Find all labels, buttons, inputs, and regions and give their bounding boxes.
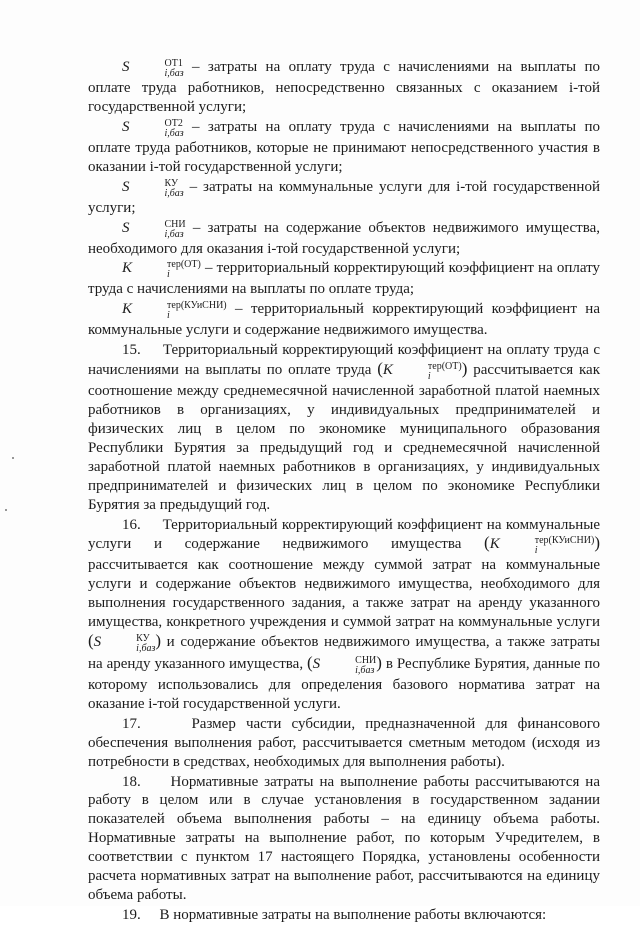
symbol-base: S — [122, 219, 130, 236]
symbol-subscript: i — [534, 545, 538, 557]
paragraph-text: рассчитывается как соотношение между среднемесячной начисленной заработной платой наемных работников в организациях, у индивидуальных предпринимателей и физических лиц в целом по экономике муниципального образования Республики Бурятия за предыдущий год и среднемесячной начисленной заработной платой наемных работников в организациях, у индивидуальных предпринимателей и физических лиц в целом по экономике Республики Бурятия за предыдущий год. — [88, 362, 600, 513]
formula-symbol — [122, 177, 184, 199]
symbol-subscript: i,баз — [164, 68, 184, 79]
definition-text: – затраты на содержание объектов недвижимого имущества, необходимого для оказания i-той государственной услуги; — [88, 219, 600, 257]
symbol-superscript: тер(КУиСНИ) — [534, 535, 595, 547]
paren-close: ) — [376, 653, 382, 673]
definition-k-kusni — [88, 300, 600, 340]
scan-speck — [5, 509, 7, 511]
symbol-indices — [131, 179, 184, 199]
symbol-base: K — [122, 260, 133, 277]
formula-symbol — [122, 218, 186, 240]
symbol-base: S — [122, 59, 130, 75]
definition-text: – территориальный корректирующий коэффициент на оплату труда с начислениями на выплаты по оплате труда; — [88, 260, 600, 298]
definition-s-ot2 — [88, 118, 600, 177]
symbol-indices — [131, 59, 184, 79]
paren-open: ( — [88, 631, 94, 651]
paragraph-19: 19. В нормативные затраты на выполнение работы включаются: — [122, 906, 547, 923]
definition-text: – затраты на оплату труда с начислениями на выплаты по оплате труда работников, непосредственно связанных с оказанием i-той государственной услуги; — [88, 59, 600, 115]
symbol-superscript: ОТ1 — [164, 58, 183, 69]
paren-open: ( — [484, 533, 490, 553]
symbol-superscript: СНИ — [355, 655, 377, 667]
symbol-indices — [501, 536, 595, 556]
symbol-superscript: КУ — [136, 633, 150, 645]
symbol-base: K — [489, 536, 500, 553]
paragraph-15 — [88, 341, 600, 514]
paren-close: ) — [155, 631, 162, 651]
paragraph-16 — [88, 516, 600, 714]
symbol-indices — [131, 119, 184, 139]
symbol-superscript: тер(КУиСНИ) — [167, 300, 227, 312]
paragraph-text: в Республике Бурятия, данные по которому использовались для определения базового норматива затрат на оказание i-той государственной услуги. — [88, 656, 600, 712]
paragraph-text: 15. Территориальный корректирующий коэффициент на оплату труда с начислениями на выплаты по оплате труда — [88, 342, 600, 379]
symbol-indices — [394, 362, 462, 382]
formula-k-ot-inline — [377, 359, 468, 383]
definition-text: – территориальный корректирующий коэффициент на коммунальные услуги и содержание недвижимого имущества. — [88, 301, 600, 339]
symbol-subscript: i — [167, 269, 170, 281]
symbol-superscript: ОТ2 — [164, 117, 183, 129]
symbol-base: K — [382, 362, 393, 379]
symbol-indices — [321, 656, 376, 676]
formula-symbol — [122, 117, 184, 139]
definition-k-ot — [88, 259, 600, 299]
symbol-superscript: тер(ОТ) — [167, 259, 201, 271]
symbol-indices — [133, 260, 201, 280]
paren-close: ) — [461, 359, 468, 379]
definition-s-ot1 — [88, 58, 600, 117]
symbol-superscript: СНИ — [164, 218, 186, 230]
symbol-subscript: i,баз — [164, 187, 184, 199]
definition-s-ku — [88, 178, 600, 218]
symbol-subscript: i — [427, 371, 431, 383]
formula-s-ku-inline — [88, 631, 162, 655]
symbol-subscript: i,баз — [164, 228, 184, 240]
symbol-indices — [133, 301, 227, 321]
symbol-base: K — [122, 301, 133, 318]
symbol-subscript: i,баз — [136, 643, 156, 655]
formula-k-kusni-inline — [484, 533, 600, 557]
definition-text: – затраты на коммунальные услуги для i-той государственной услуги; — [88, 178, 600, 216]
document-body — [88, 58, 600, 925]
paren-open: ( — [377, 359, 383, 379]
formula-s-sni-inline — [306, 653, 382, 677]
paragraph-18: 18. Нормативные затраты на выполнение работы рассчитываются на работу в целом или в случае установления в государственном задании показателей объема выполнения работы – на единицу объема работы. Нормативные затраты на выполнение работ, по которым Учредителем, в соответствии с пунктом 17 настоящего Порядка, установлены особенности расчета нормативных затрат на выполнение работ, рассчитываются на единицу объема работы. — [88, 773, 600, 903]
symbol-base: S — [312, 656, 321, 673]
symbol-subscript: i,баз — [164, 127, 184, 139]
symbol-superscript: тер(ОТ) — [427, 361, 462, 373]
definition-text: – затраты на оплату труда с начислениями на выплаты по оплате труда работников, которые не принимают непосредственного участия в оказании i-той государственной услуги; — [88, 118, 600, 175]
scan-speck — [12, 457, 14, 459]
formula-symbol — [122, 259, 201, 281]
paragraph-text: 16. Территориальный корректирующий коэффициент на коммунальные услуги и содержание недвижимого имущества — [88, 516, 600, 553]
symbol-indices — [102, 634, 155, 654]
symbol-subscript: i — [167, 310, 170, 322]
symbol-base: S — [122, 118, 130, 135]
paragraph-text: и содержание объектов недвижимого имущества, а также затраты на аренду указанного имущества, — [88, 634, 600, 673]
symbol-indices — [131, 220, 186, 240]
paren-close: ) — [594, 533, 600, 553]
paren-open: ( — [306, 653, 313, 673]
formula-symbol — [122, 300, 227, 322]
symbol-base: S — [122, 178, 130, 195]
definition-s-sni — [88, 219, 600, 259]
symbol-subscript: i,баз — [355, 665, 375, 677]
paragraph-text: рассчитывается как соотношение между суммой затрат на коммунальные услуги и содержание объектов недвижимого имущества, необходимого для выполнения государственного задания, а также затрат на аренду указанного имущества, конкретного учреждения и суммой затрат на коммунальные услуги — [88, 557, 600, 631]
symbol-superscript: КУ — [164, 177, 179, 189]
paragraph-17: 17. Размер части субсидии, предназначенной для финансового обеспечения выполнения работ, рассчитывается сметным методом (исходя из потребности в средствах, необходимых для выполнения работы). — [88, 715, 600, 770]
symbol-base: S — [93, 634, 102, 651]
formula-symbol — [122, 58, 184, 79]
